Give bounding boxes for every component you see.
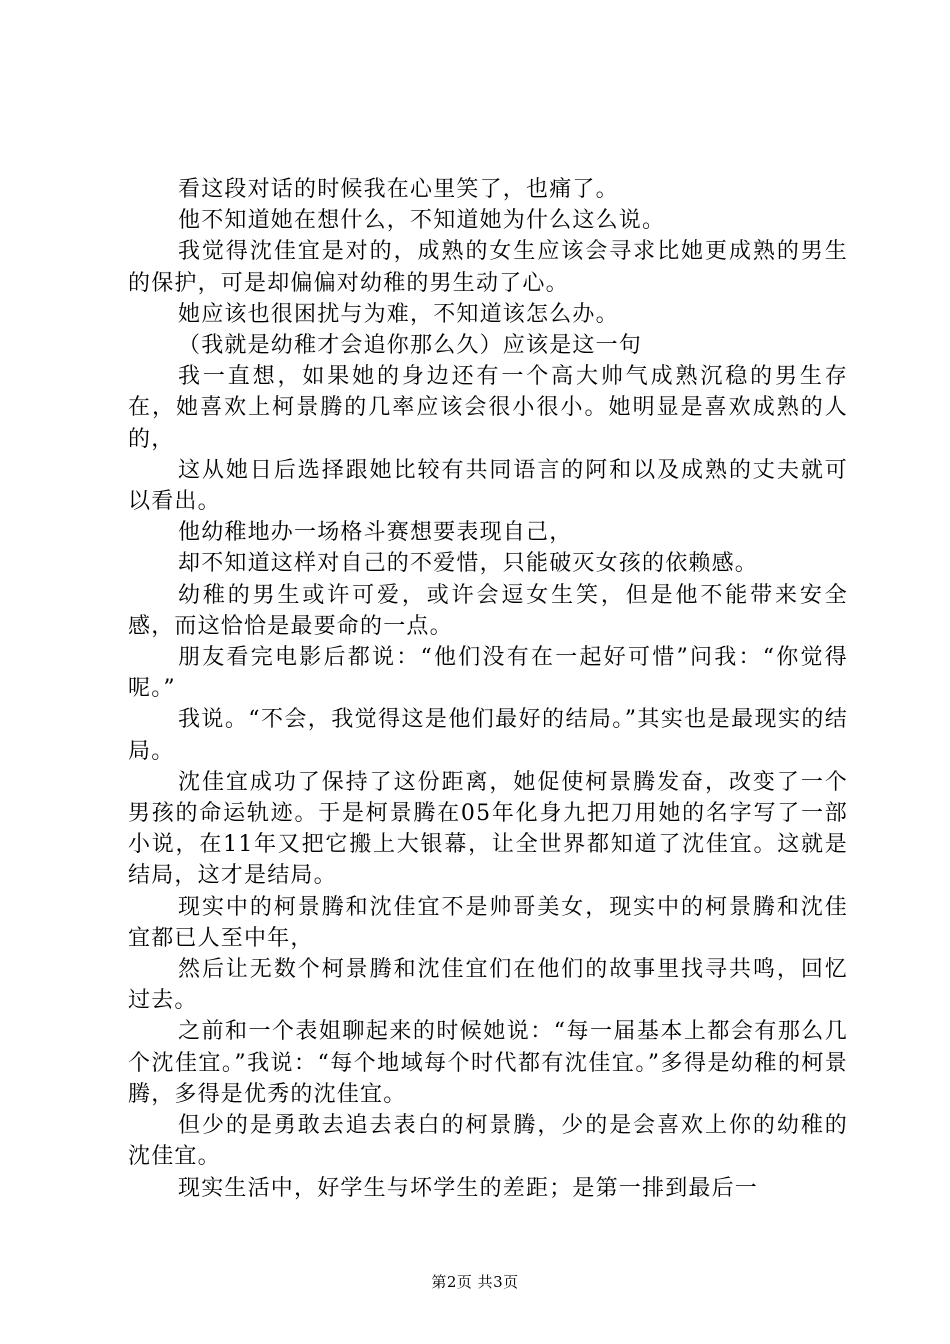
paragraph: 之前和一个表姐聊起来的时候她说：“每一届基本上都会有那么几个沈佳宜。”我说：“每个地域每个时代都有沈佳宜。”多得是幼稚的柯景腾，多得是优秀的沈佳宜。 bbox=[128, 1019, 848, 1107]
paragraph: 他幼稚地办一场格斗赛想要表现自己， bbox=[178, 520, 573, 546]
paragraph: 现实生活中，好学生与坏学生的差距；是第一排到最后一 bbox=[178, 1175, 759, 1201]
paragraph: 沈佳宜成功了保持了这份距离，她促使柯景腾发奋，改变了一个男孩的命运轨迹。于是柯景腾在05年化身九把刀用她的名字写了一部小说，在11年又把它搬上大银幕，让全世界都知道了沈佳宜。这就是结局，这才是结局。 bbox=[128, 769, 848, 889]
paragraph: 我说。“不会，我觉得这是他们最好的结局。”其实也是最现实的结局。 bbox=[128, 707, 848, 764]
page-footer: 第2页 共3页 bbox=[431, 1273, 519, 1291]
paragraph: 他不知道她在想什么，不知道她为什么这么说。 bbox=[178, 208, 666, 234]
paragraph: 朋友看完电影后都说：“他们没有在一起好可惜”问我：“你觉得呢。” bbox=[128, 645, 848, 702]
paragraph: 这从她日后选择跟她比较有共同语言的阿和以及成熟的丈夫就可以看出。 bbox=[128, 457, 848, 515]
paragraph: 但少的是勇敢去追去表白的柯景腾，少的是会喜欢上你的幼稚的沈佳宜。 bbox=[128, 1113, 848, 1170]
paragraph: 看这段对话的时候我在心里笑了，也痛了。 bbox=[178, 177, 619, 202]
paragraph: 我一直想，如果她的身边还有一个高大帅气成熟沉稳的男生存在，她喜欢上柯景腾的几率应该会很小很小。她明显是喜欢成熟的人的， bbox=[128, 364, 848, 452]
paragraph: 幼稚的男生或许可爱，或许会逗女生笑，但是他不能带来安全感，而这恰恰是最要命的一点。 bbox=[128, 582, 848, 639]
document-body bbox=[128, 174, 848, 1204]
paragraph: 现实中的柯景腾和沈佳宜不是帅哥美女，现实中的柯景腾和沈佳宜都已人至中年， bbox=[128, 894, 848, 951]
paragraph: 却不知道这样对自己的不爱惜，只能破灭女孩的依赖感。 bbox=[178, 551, 759, 577]
paragraph: 然后让无数个柯景腾和沈佳宜们在他们的故事里找寻共鸣，回忆过去。 bbox=[128, 957, 848, 1014]
paragraph: （我就是幼稚才会追你那么久）应该是这一句 bbox=[178, 333, 643, 359]
paragraph: 她应该也很困扰与为难，不知道该怎么办。 bbox=[178, 301, 619, 327]
paragraph: 我觉得沈佳宜是对的，成熟的女生应该会寻求比她更成熟的男生的保护，可是却偏偏对幼稚的男生动了心。 bbox=[128, 239, 848, 296]
